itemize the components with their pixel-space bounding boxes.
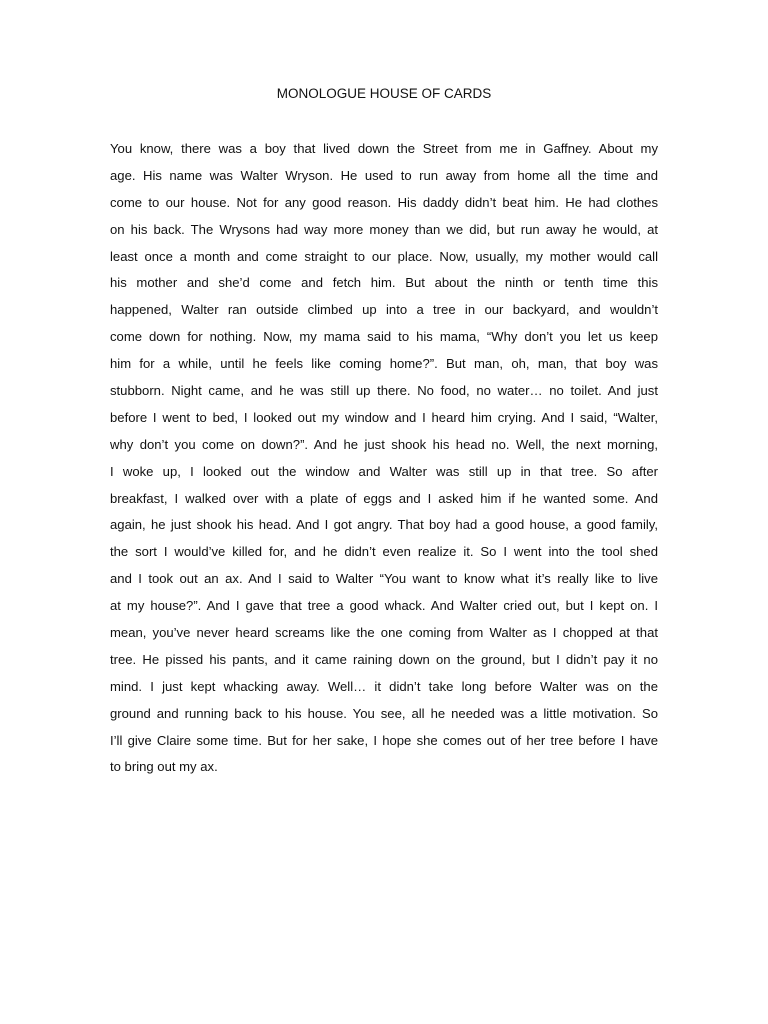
- body-line: ground and running back to his house. You see, all he needed was a little motivation. So: [110, 705, 658, 721]
- body-line: mind. I just kept whacking away. Well… it didn’t take long before Walter was on the: [110, 678, 658, 694]
- body-line: why don’t you come on down?”. And he just shook his head no. Well, the next morning,: [110, 436, 658, 452]
- body-line: I’ll give Claire some time. But for her sake, I hope she comes out of her tree before I have: [110, 732, 658, 748]
- body-line: him for a while, until he feels like coming home?”. But man, oh, man, that boy was: [110, 356, 658, 372]
- body-line: to bring out my ax.: [110, 759, 218, 775]
- body-line: You know, there was a boy that lived down the Street from me in Gaffney. About my: [110, 141, 658, 156]
- document-title: MONOLOGUE HOUSE OF CARDS: [276, 86, 492, 101]
- body-line: stubborn. Night came, and he was still up there. No food, no water… no toilet. And just: [110, 383, 658, 399]
- body-line: happened, Walter ran outside climbed up into a tree in our backyard, and wouldn’t: [110, 302, 658, 318]
- body-line: come to our house. Not for any good reason. His daddy didn’t beat him. He had clothes: [110, 194, 658, 210]
- body-line: mean, you’ve never heard screams like the one coming from Walter as I chopped at that: [110, 625, 658, 641]
- body-line: tree. He pissed his pants, and it came raining down on the ground, but I didn’t pay it no: [110, 651, 658, 667]
- body-line: on his back. The Wrysons had way more money than we did, but run away he would, at: [110, 221, 658, 237]
- body-line: the sort I would’ve killed for, and he didn’t even realize it. So I went into the tool shed: [110, 544, 658, 560]
- body-line: least once a month and come straight to our place. Now, usually, my mother would call: [110, 248, 658, 264]
- body-line: and I took out an ax. And I said to Walter “You want to know what it’s really like to live: [110, 571, 658, 587]
- body-line: his mother and she’d come and fetch him. But about the ninth or tenth time this: [110, 275, 658, 291]
- body-line: again, he just shook his head. And I got angry. That boy had a good house, a good family,: [110, 517, 658, 533]
- body-line: I woke up, I looked out the window and Walter was still up in that tree. So after: [110, 463, 658, 479]
- body-line: at my house?”. And I gave that tree a good whack. And Walter cried out, but I kept on. I: [110, 598, 658, 614]
- body-line: breakfast, I walked over with a plate of eggs and I asked him if he wanted some. And: [110, 490, 658, 506]
- monologue-body: [110, 136, 658, 781]
- body-line: come down for nothing. Now, my mama said to his mama, “Why don’t you let us keep: [110, 329, 658, 345]
- body-line: before I went to bed, I looked out my window and I heard him crying. And I said, “Walter,: [110, 409, 658, 425]
- body-line: age. His name was Walter Wryson. He used to run away from home all the time and: [110, 167, 658, 183]
